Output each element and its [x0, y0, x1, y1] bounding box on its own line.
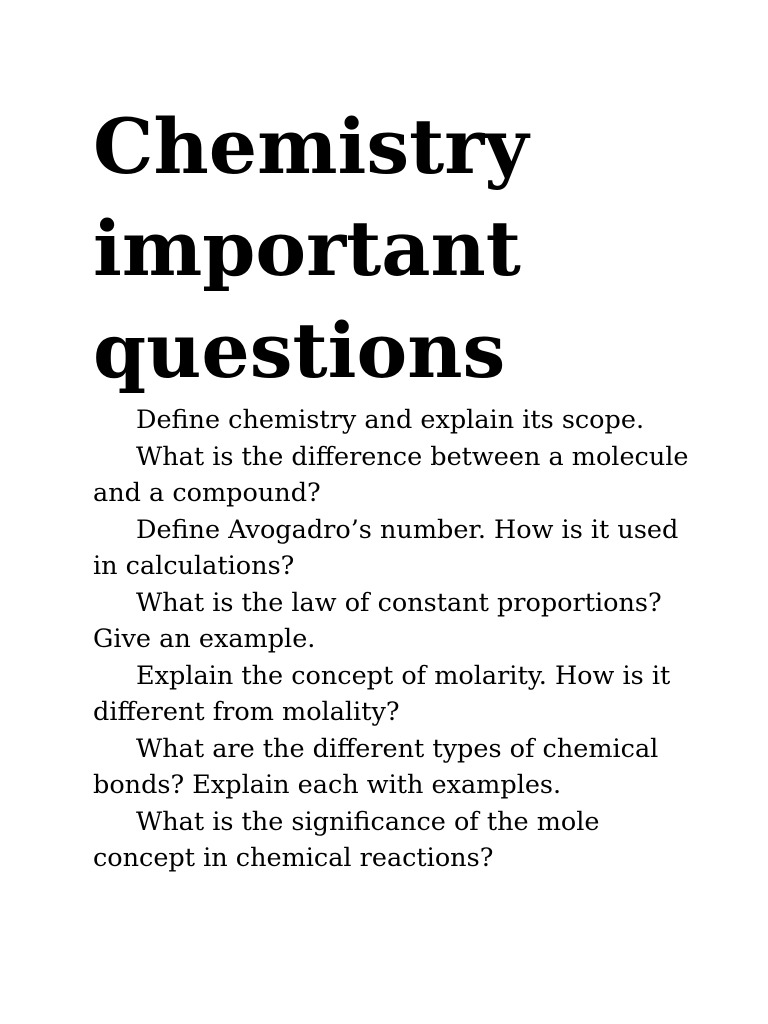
- question-list: [93, 402, 693, 877]
- question-item: What is the law of constant proportions? Give an example.: [93, 587, 662, 654]
- document-title: [93, 96, 693, 402]
- question-item: What is the difference between a molecule and a compound?: [93, 441, 689, 508]
- question-item: What is the significance of the mole concept in chemical reactions?: [93, 806, 600, 873]
- title-line: questions: [93, 306, 506, 395]
- question-item: Explain the concept of molarity. How is it different from molality?: [93, 660, 671, 727]
- question-item: Define chemistry and explain its scope.: [136, 405, 645, 435]
- title-line: Chemistry: [93, 102, 529, 191]
- question-item: Define Avogadro’s number. How is it used in calculations?: [93, 514, 679, 581]
- title-line: important: [93, 204, 521, 293]
- document-page: [93, 96, 693, 877]
- question-item: What are the different types of chemical bonds? Explain each with examples.: [93, 733, 659, 800]
